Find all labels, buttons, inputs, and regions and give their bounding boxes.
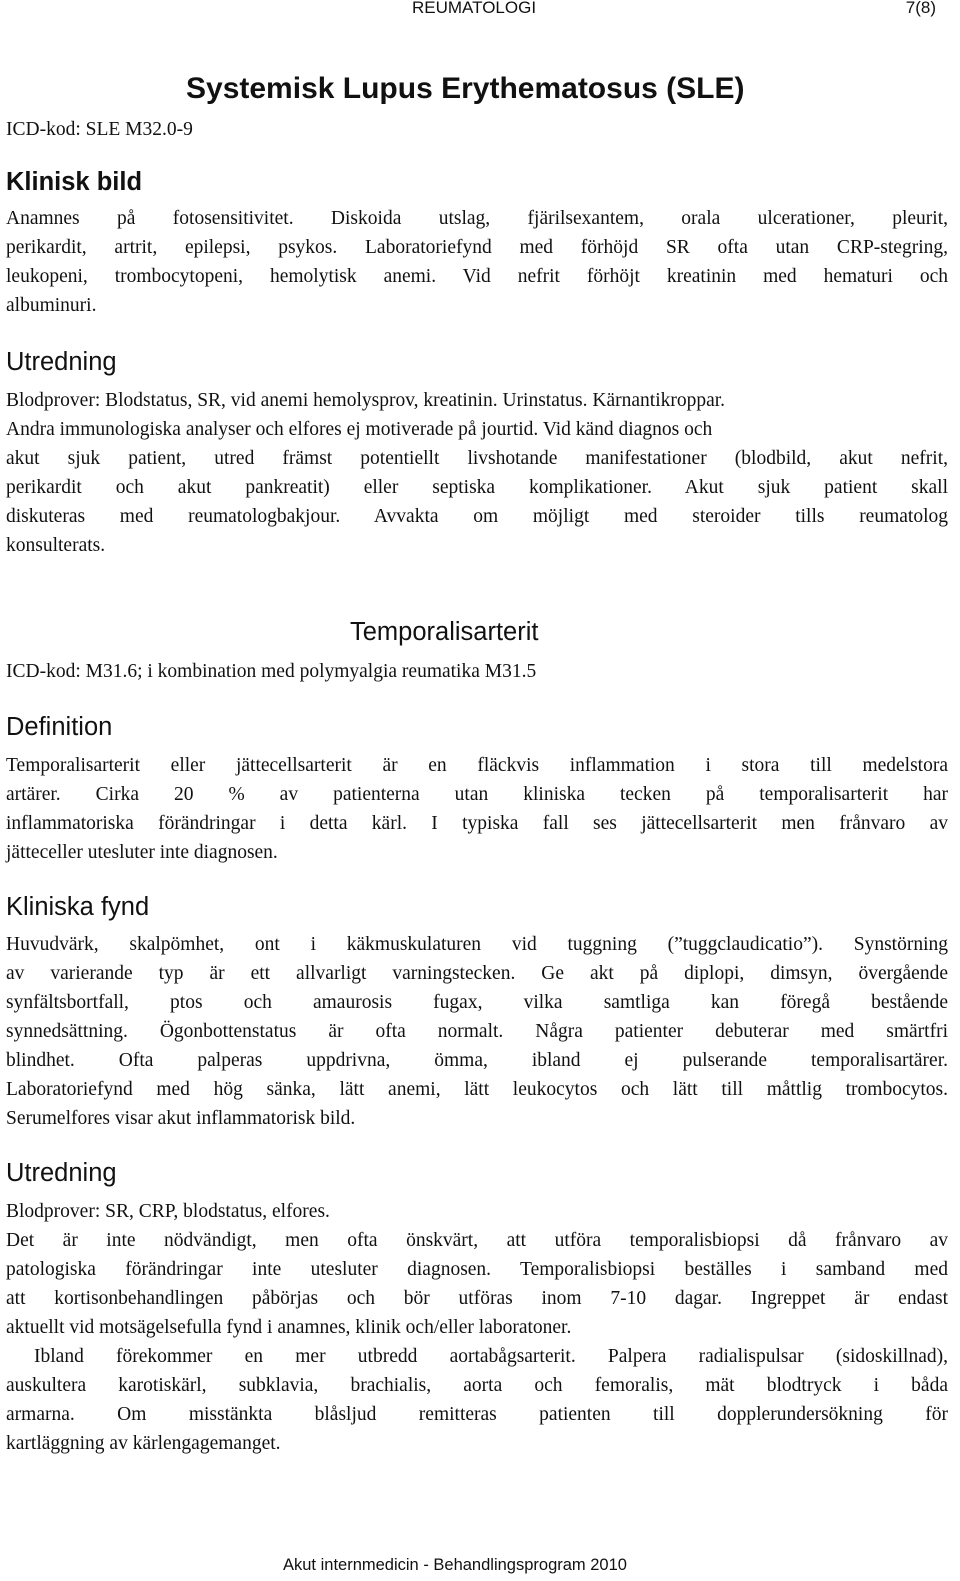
running-header-page-number: 7(8) <box>905 0 936 17</box>
paragraph-line: synfältsbortfall, ptos och amaurosis fugax, vilka samtliga kan föregå bestående <box>6 992 948 1013</box>
paragraph-line: Andra immunologiska analyser och elfores ej motiverade på jourtid. Vid känd diagnos och <box>6 419 713 440</box>
paragraph-line: patologiska förändringar inte utesluter diagnosen. Temporalisbiopsi beställes i samband med <box>6 1259 948 1280</box>
paragraph-line: Huvudvärk, skalpömhet, ont i käkmuskulaturen vid tuggning (”tuggclaudicatio”). Synstörning <box>6 934 948 955</box>
ta-utredning-heading: Utredning <box>6 1159 117 1187</box>
paragraph-line: att kortisonbehandlingen påbörjas och bör utföras inom 7-10 dagar. Ingreppet är endast <box>6 1288 948 1309</box>
sle-title: Systemisk Lupus Erythematosus (SLE) <box>186 72 745 105</box>
ta-kliniska-fynd-heading: Kliniska fynd <box>6 893 150 921</box>
paragraph-line: akut sjuk patient, utred främst potentiellt livshotande manifestationer (blodbild, akut nefrit, <box>6 448 948 469</box>
paragraph-line: Ibland förekommer en mer utbredd aortabågsarterit. Palpera radialispulsar (sidoskillnad), <box>34 1346 948 1367</box>
paragraph-line: av varierande typ är ett allvarligt varningstecken. Ge akt på diplopi, dimsyn, övergående <box>6 963 948 984</box>
paragraph-line: diskuteras med reumatologbakjour. Avvakta om möjligt med steroider tills reumatolog <box>6 506 948 527</box>
paragraph-line: auskultera karotiskärl, subklavia, brachialis, aorta och femoralis, mät blodtryck i båda <box>6 1375 948 1396</box>
paragraph-line: perikardit, artrit, epilepsi, psykos. Laboratoriefynd med förhöjd SR ofta utan CRP-stegring, <box>6 237 948 258</box>
paragraph-line: aktuellt vid motsägelsefulla fynd i anamnes, klinik och/eller laboratoner. <box>6 1317 572 1338</box>
running-header-section: REUMATOLOGI <box>412 0 537 17</box>
sle-utredning-heading: Utredning <box>6 348 117 376</box>
paragraph-line: Temporalisarterit eller jättecellsarterit är en fläckvis inflammation i stora till medelstora <box>6 755 948 776</box>
paragraph-line: artärer. Cirka 20 % av patienterna utan kliniska tecken på temporalisarterit har <box>6 784 948 805</box>
paragraph-line: inflammatoriska förändringar i detta kärl. I typiska fall ses jättecellsarterit men frånvaro av <box>6 813 948 834</box>
paragraph-line: Serumelfores visar akut inflammatorisk bild. <box>6 1108 356 1129</box>
paragraph-line: perikardit och akut pankreatit) eller septiska komplikationer. Akut sjuk patient skall <box>6 477 948 498</box>
sle-klinisk-bild-heading: Klinisk bild <box>6 168 143 196</box>
paragraph-line: Blodprover: Blodstatus, SR, vid anemi hemolysprov, kreatinin. Urinstatus. Kärnantikroppar. <box>6 390 726 411</box>
paragraph-line: armarna. Om misstänkta blåsljud remitteras patienten till dopplerundersökning för <box>6 1404 948 1425</box>
paragraph-line: Laboratoriefynd med hög sänka, lätt anemi, lätt leukocytos och lätt till måttlig trombocytos. <box>6 1079 948 1100</box>
paragraph-line: blindhet. Ofta palperas uppdrivna, ömma, ibland ej pulserande temporalisartärer. <box>6 1050 948 1071</box>
paragraph-line: synnedsättning. Ögonbottenstatus är ofta normalt. Några patienter debuterar med smärtfri <box>6 1021 948 1042</box>
paragraph-line: Anamnes på fotosensitivitet. Diskoida utslag, fjärilsexantem, orala ulcerationer, pleurit, <box>6 208 948 229</box>
paragraph-line: kartläggning av kärlengagemanget. <box>6 1433 281 1454</box>
sle-icd-code: ICD-kod: SLE M32.0-9 <box>6 119 193 140</box>
page-footer: Akut internmedicin - Behandlingsprogram 2010 <box>283 1556 627 1574</box>
ta-definition-heading: Definition <box>6 713 113 741</box>
paragraph-line: konsulterats. <box>6 535 106 556</box>
ta-title: Temporalisarterit <box>350 618 539 646</box>
paragraph-line: leukopeni, trombocytopeni, hemolytisk anemi. Vid nefrit förhöjt kreatinin med hematuri och <box>6 266 948 287</box>
paragraph-line: jätteceller utesluter inte diagnosen. <box>6 842 278 863</box>
paragraph-line: Blodprover: SR, CRP, blodstatus, elfores. <box>6 1201 330 1222</box>
paragraph-line: Det är inte nödvändigt, men ofta önskvärt, att utföra temporalisbiopsi då frånvaro av <box>6 1230 948 1251</box>
ta-icd-code: ICD-kod: M31.6; i kombination med polymyalgia reumatika M31.5 <box>6 661 537 682</box>
paragraph-line: albuminuri. <box>6 295 97 316</box>
